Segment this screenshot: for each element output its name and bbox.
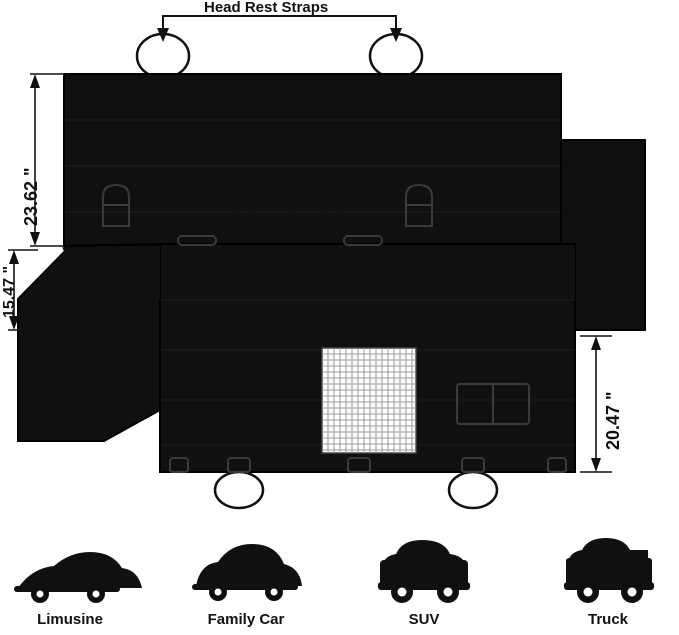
vehicle-label-family-car: Family Car — [207, 611, 285, 628]
dimension-height-bottom-label: 20.47 " — [603, 391, 623, 450]
vehicle-label-truck: Truck — [587, 611, 629, 628]
limousine-icon — [14, 552, 142, 603]
head-rest-straps-leader — [163, 16, 396, 30]
seat-belt-openings-label: Seat Belt Openings — [213, 199, 351, 216]
seat-anchor-left-label: Seat Anchor — [100, 165, 188, 182]
seat-anchor-right-label: Seat Anchor — [368, 169, 456, 186]
back-panel — [64, 74, 561, 246]
head-rest-straps-arrowheads — [157, 28, 402, 42]
head-rest-strap-loops — [137, 34, 422, 78]
head-rest-straps-label: Head Rest Straps — [204, 0, 329, 16]
dimension-depth-label: 20 " — [67, 286, 107, 322]
dimension-height-top-label: 23.62 " — [21, 167, 41, 226]
mesh-window-graphic — [322, 348, 416, 453]
pockets-storage-label: Pockets Storage — [434, 357, 552, 374]
bottom-strap-loops — [215, 472, 497, 508]
vehicle-label-limousine: Limusine — [37, 611, 103, 628]
panel-bevel-right — [497, 246, 575, 300]
vehicle-label-suv: SUV — [408, 611, 440, 628]
truck-icon — [564, 538, 654, 603]
family-car-icon — [192, 544, 302, 601]
dimension-width-label: 60.24 " — [297, 261, 366, 284]
suv-icon — [378, 540, 470, 603]
dimension-side-flap-label: 15.47 " — [1, 265, 18, 318]
mesh-window-label: Mesh Window — [314, 309, 414, 326]
